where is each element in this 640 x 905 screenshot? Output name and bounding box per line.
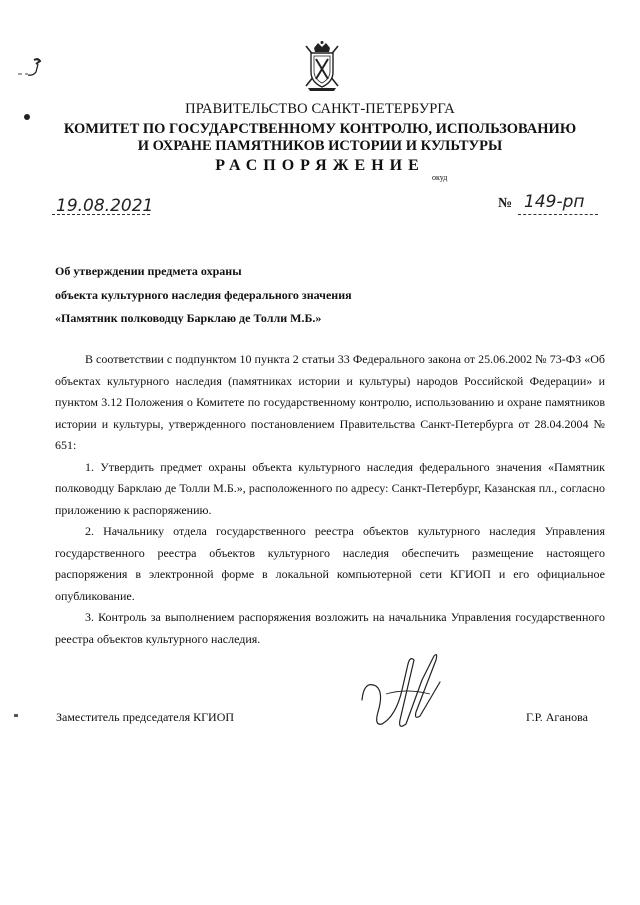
subject-line-3: «Памятник полководцу Барклаю де Толли М.Б.» (55, 311, 322, 325)
subject-line-2: объекта культурного наследия федерального значения (55, 288, 352, 302)
margin-scribble-mark (16, 56, 48, 80)
committee-title (0, 121, 640, 155)
document-type-title: РАСПОРЯЖЕНИЕ (215, 157, 425, 174)
margin-small-mark (14, 714, 18, 717)
government-title: ПРАВИТЕЛЬСТВО САНКТ-ПЕТЕРБУРГА (185, 101, 455, 117)
committee-title-line2: И ОХРАНЕ ПАМЯТНИКОВ ИСТОРИИ И КУЛЬТУРЫ (137, 138, 503, 154)
number-prefix: № (498, 196, 513, 211)
subject-line-1: Об утверждении предмета охраны (55, 264, 242, 278)
item-3-paragraph: 3. Контроль за выполнением распоряжения возложить на начальника Управления государственного реестра объектов культурного наследия. (55, 610, 605, 646)
handwritten-signature (356, 650, 452, 738)
date-underline (52, 214, 150, 215)
okud-label: окуд (432, 173, 448, 182)
item-1-paragraph: 1. Утвердить предмет охраны объекта культурного наследия федерального значения «Памятник полководцу Барклаю де Толли М.Б.», расположенного по адресу: Санкт-Петербург, Казанская пл., согласно приложению к распоряжению. (55, 459, 605, 517)
document-number: 149-рп (524, 192, 585, 212)
document-date: 19.08.2021 (56, 196, 154, 216)
number-underline (518, 214, 598, 215)
document-body (55, 349, 605, 650)
preamble-paragraph: В соответствии с подпунктом 10 пункта 2 статьи 33 Федерального закона от 25.06.2002 № 73-ФЗ «Об объектах культурного наследия (памятниках истории и культуры) народов Российской Федерации» и пунктом 3.12 Положения о Комитете по государственному контролю, использованию и охране памятников истории и культуры, утвержденного постановлением Правительства Санкт-Петербурга от 28.04.2004 № 651: (55, 352, 605, 452)
committee-title-line1: КОМИТЕТ ПО ГОСУДАРСТВЕННОМУ КОНТРОЛЮ, ИСПОЛЬЗОВАНИЮ (63, 121, 577, 137)
item-2-paragraph: 2. Начальнику отдела государственного реестра объектов культурного наследия Управления государственного реестра объектов культурного наследия обеспечить размещение настоящего распоряжения в электронной форме в локальной компьютерной сети КГИОП и его официальное опубликование. (55, 524, 605, 603)
signatory-name: Г.Р. Аганова (526, 710, 588, 724)
signatory-position: Заместитель председателя КГИОП (56, 710, 235, 724)
coat-of-arms-emblem (300, 40, 344, 92)
